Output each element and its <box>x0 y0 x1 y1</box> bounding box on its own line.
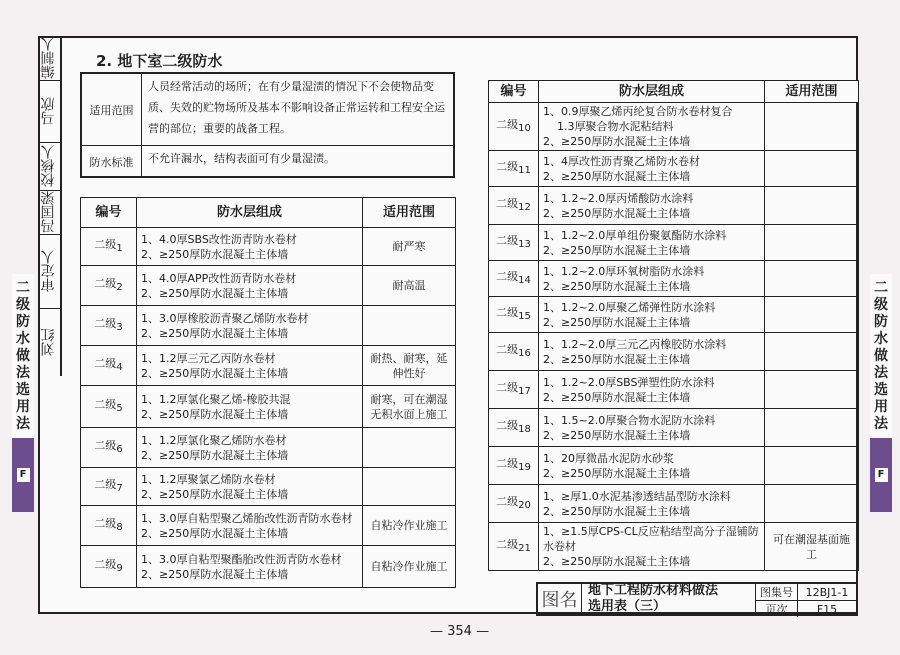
row-scope <box>363 428 456 468</box>
table-row <box>81 346 456 386</box>
row-scope <box>765 187 859 225</box>
row-code-sub: 2 <box>116 282 123 293</box>
atlas-key: 图集号 <box>756 584 798 600</box>
row-layers <box>539 447 765 485</box>
table-row <box>489 225 859 261</box>
side-tab-left <box>12 274 34 510</box>
table-row <box>81 306 456 346</box>
row-code-text: 二级 <box>94 478 117 491</box>
side-tab-text: 二级防水做法选用法 <box>874 280 888 432</box>
row-code-text: 二级 <box>496 160 519 173</box>
row-scope: 耐热、耐寒，延伸性好 <box>363 346 456 386</box>
layer-line: 1、1.2厚氯化聚乙烯防水卷材 <box>141 433 287 447</box>
info-value: 人员经常活动的场所；在有少量湿渍的情况下不会使物品变质、失效的贮物场所及基本不影响设备正常运转和工程安全运营的部位；重要的战备工程。 <box>148 80 445 135</box>
personnel-name: 马欣 <box>38 80 60 142</box>
row-layers <box>539 485 765 523</box>
layer-line: 1、1.2~2.0厚环氧树脂防水涂料 <box>543 264 705 278</box>
row-code <box>81 428 137 468</box>
row-code-text: 二级 <box>94 398 117 411</box>
row-code-sub: 3 <box>116 322 123 333</box>
left-layers-table <box>80 197 456 588</box>
header-layers: 防水层组成 <box>137 198 363 228</box>
personnel-name: 刘红 <box>38 308 60 376</box>
personnel-title: 编制人 <box>38 36 60 80</box>
personnel-name: 冯国梁 <box>38 190 60 234</box>
row-code-text: 二级 <box>94 277 117 290</box>
table-row <box>489 447 859 485</box>
row-scope <box>765 371 859 409</box>
layer-line: 1、≥1.5厚CPS-CL反应粘结型高分子湿铺防水卷材 <box>543 525 759 553</box>
layer-line: 2、≥250厚防水混凝土主体墙 <box>141 567 289 581</box>
layer-line: 2、≥250厚防水混凝土主体墙 <box>543 169 691 183</box>
row-code-text: 二级 <box>496 118 519 131</box>
row-code-text: 二级 <box>496 197 519 210</box>
table-row <box>81 386 456 428</box>
row-code-sub: 18 <box>518 424 531 435</box>
layer-line: 1.3厚聚合物水泥粘结料 <box>557 120 674 133</box>
row-layers <box>539 333 765 371</box>
table-row <box>81 546 456 588</box>
layer-line: 2、≥250厚防水混凝土主体墙 <box>141 366 289 380</box>
layer-line: 2、≥250厚防水混凝土主体墙 <box>543 428 691 442</box>
table-row <box>81 506 456 546</box>
row-scope <box>363 468 456 506</box>
page-number: — 354 — <box>430 624 490 639</box>
row-code-sub: 8 <box>116 522 123 533</box>
row-code <box>489 409 539 447</box>
row-code <box>81 386 137 428</box>
row-scope <box>765 261 859 297</box>
row-scope <box>765 151 859 187</box>
row-layers <box>137 228 363 266</box>
layer-line: 1、1.2厚氯化聚乙烯-橡胶共混 <box>141 392 291 406</box>
row-code-text: 二级 <box>94 558 117 571</box>
row-layers <box>137 386 363 428</box>
row-code-text: 二级 <box>496 270 519 283</box>
row-code-text: 二级 <box>94 238 117 251</box>
row-code-sub: 6 <box>116 444 123 455</box>
header-scope: 适用范围 <box>765 81 859 103</box>
layer-line: 1、≥厚1.0水泥基渗透结晶型防水涂料 <box>543 489 731 503</box>
row-layers <box>539 225 765 261</box>
row-code-sub: 10 <box>518 123 531 134</box>
layer-line: 1、1.2厚聚氯乙烯防水卷材 <box>141 472 276 486</box>
layer-line: 1、1.2~2.0厚SBS弹塑性防水涂料 <box>543 375 715 389</box>
table-row <box>489 103 859 151</box>
title-block-label: 图名 <box>538 584 582 614</box>
layer-line: 2、≥250厚防水混凝土主体墙 <box>141 526 289 540</box>
layer-line: 2、≥250厚防水混凝土主体墙 <box>543 243 691 257</box>
table-row <box>489 297 859 333</box>
header-layers: 防水层组成 <box>539 81 765 103</box>
row-code-text: 二级 <box>496 495 519 508</box>
row-code <box>489 225 539 261</box>
row-code-text: 二级 <box>496 381 519 394</box>
row-code-text: 二级 <box>94 357 117 370</box>
row-layers <box>137 306 363 346</box>
side-tab-letter: F <box>12 438 34 512</box>
layer-line: 2、≥250厚防水混凝土主体墙 <box>141 286 289 300</box>
side-tab-letter: F <box>870 438 892 512</box>
layer-line: 1、3.0厚自粘型聚酯胎改性沥青防水卷材 <box>141 552 342 566</box>
table-row <box>489 371 859 409</box>
row-scope: 耐高温 <box>363 266 456 306</box>
row-code-sub: 7 <box>116 483 123 494</box>
personnel-title: 审定人 <box>38 234 60 308</box>
layer-line: 2、≥250厚防水混凝土主体墙 <box>543 555 691 568</box>
drawing-name-line1: 地下工程防水材料做法 <box>588 583 719 598</box>
row-layers <box>137 346 363 386</box>
row-scope <box>765 103 859 151</box>
row-layers <box>539 151 765 187</box>
row-code <box>489 151 539 187</box>
layer-line: 2、≥250厚防水混凝土主体墙 <box>141 448 289 462</box>
layer-line: 1、1.2~2.0厚丙烯酸防水涂料 <box>543 191 694 205</box>
row-code-sub: 5 <box>116 403 123 414</box>
row-code-text: 二级 <box>94 439 117 452</box>
header-code: 编号 <box>81 198 137 228</box>
row-code-sub: 1 <box>116 243 123 254</box>
layer-line: 2、≥250厚防水混凝土主体墙 <box>141 247 289 261</box>
row-layers <box>539 371 765 409</box>
layer-line: 2、≥250厚防水混凝土主体墙 <box>543 206 691 220</box>
right-layers-table <box>488 80 859 571</box>
info-row-standard <box>82 146 453 178</box>
table-row <box>81 428 456 468</box>
row-layers <box>539 523 765 571</box>
layer-line: 2、≥250厚防水混凝土主体墙 <box>543 315 691 329</box>
table-row <box>81 228 456 266</box>
row-code-text: 二级 <box>94 517 117 530</box>
row-code <box>489 485 539 523</box>
layer-line: 2、≥250厚防水混凝土主体墙 <box>543 352 691 366</box>
row-code <box>81 266 137 306</box>
layer-line: 1、4.0厚APP改性沥青防水卷材 <box>141 271 297 285</box>
row-code-text: 二级 <box>496 306 519 319</box>
row-scope: 耐严寒 <box>363 228 456 266</box>
row-scope <box>765 297 859 333</box>
layer-line: 2、≥250厚防水混凝土主体墙 <box>543 504 691 518</box>
layer-line: 2、≥250厚防水混凝土主体墙 <box>543 135 691 148</box>
row-scope: 自粘冷作业施工 <box>363 506 456 546</box>
row-code-text: 二级 <box>496 343 519 356</box>
row-layers <box>137 546 363 588</box>
side-tab-text: 二级防水做法选用法 <box>16 280 30 432</box>
table-row <box>489 485 859 523</box>
row-layers <box>137 428 363 468</box>
row-layers <box>539 187 765 225</box>
row-layers <box>539 297 765 333</box>
row-scope <box>765 409 859 447</box>
row-code-text: 二级 <box>496 234 519 247</box>
table-row <box>489 151 859 187</box>
row-code-sub: 16 <box>518 348 531 359</box>
row-scope <box>765 447 859 485</box>
row-code <box>489 523 539 571</box>
row-code <box>81 546 137 588</box>
page-value: F15 <box>816 602 838 616</box>
row-layers <box>137 266 363 306</box>
section-title: 2. 地下室二级防水 <box>96 52 223 70</box>
info-row-scope <box>82 74 453 146</box>
row-code <box>489 371 539 409</box>
row-code <box>81 346 137 386</box>
row-layers <box>137 506 363 546</box>
table-row <box>489 261 859 297</box>
layer-line: 2、≥250厚防水混凝土主体墙 <box>543 390 691 404</box>
personnel-title: 校核人 <box>38 142 60 190</box>
row-code-sub: 21 <box>518 543 531 554</box>
title-block <box>536 582 858 616</box>
row-code <box>81 306 137 346</box>
layer-line: 1、4厚改性沥青聚乙烯防水卷材 <box>543 154 700 168</box>
row-layers <box>539 103 765 151</box>
side-tab-right <box>870 274 892 510</box>
row-code <box>489 261 539 297</box>
row-scope: 自粘冷作业施工 <box>363 546 456 588</box>
table-row <box>81 266 456 306</box>
row-code-sub: 13 <box>518 239 531 250</box>
row-code <box>81 468 137 506</box>
row-code <box>81 506 137 546</box>
title-block-grid <box>756 584 856 614</box>
row-layers <box>539 409 765 447</box>
row-code-text: 二级 <box>496 419 519 432</box>
layer-line: 2、≥250厚防水混凝土主体墙 <box>543 466 691 480</box>
table-row <box>489 187 859 225</box>
drawing-name <box>582 584 756 614</box>
layer-line: 1、4.0厚SBS改性沥青防水卷材 <box>141 232 297 246</box>
row-code-sub: 19 <box>518 462 531 473</box>
personnel-column <box>38 36 62 376</box>
row-code-sub: 9 <box>116 563 123 574</box>
drawing-name-line2: 选用表（三） <box>588 599 667 614</box>
atlas-value: 12BJ1-1 <box>805 585 849 599</box>
layer-line: 2、≥250厚防水混凝土主体墙 <box>543 279 691 293</box>
layer-line: 1、1.2~2.0厚单组份聚氨酯防水涂料 <box>543 228 727 242</box>
row-code-sub: 17 <box>518 386 531 397</box>
row-scope <box>765 333 859 371</box>
row-code-sub: 15 <box>518 311 531 322</box>
layer-line: 2、≥250厚防水混凝土主体墙 <box>141 326 289 340</box>
row-scope <box>765 225 859 261</box>
row-code-sub: 11 <box>518 165 531 176</box>
layer-line: 1、3.0厚自粘型聚乙烯胎改性沥青防水卷材 <box>141 511 353 525</box>
info-value: 不允许漏水，结构表面可有少量湿渍。 <box>148 152 335 165</box>
layer-line: 1、20厚微晶水泥防水砂浆 <box>543 451 674 465</box>
row-code <box>489 297 539 333</box>
row-code-sub: 4 <box>116 362 123 373</box>
row-code <box>81 228 137 266</box>
row-code-text: 二级 <box>94 317 117 330</box>
page-key: 页次 <box>756 601 798 617</box>
row-code-sub: 14 <box>518 275 531 286</box>
row-scope <box>765 485 859 523</box>
row-code-text: 二级 <box>496 538 519 551</box>
table-row <box>489 409 859 447</box>
layer-line: 1、3.0厚橡胶沥青聚乙烯防水卷材 <box>141 311 309 325</box>
table-row <box>489 523 859 571</box>
layer-line: 2、≥250厚防水混凝土主体墙 <box>141 407 289 421</box>
table-row <box>81 468 456 506</box>
layer-line: 1、1.2厚三元乙丙防水卷材 <box>141 351 276 365</box>
grade-info-table <box>80 72 455 178</box>
row-scope: 可在潮湿基面施工 <box>765 523 859 571</box>
row-code <box>489 187 539 225</box>
layer-line: 1、1.5~2.0厚聚合物水泥防水涂料 <box>543 413 716 427</box>
info-key: 适用范围 <box>82 74 142 145</box>
row-layers <box>539 261 765 297</box>
row-scope: 耐寒，可在潮湿无积水面上施工 <box>363 386 456 428</box>
row-layers <box>137 468 363 506</box>
row-code <box>489 447 539 485</box>
table-row <box>489 333 859 371</box>
row-code-sub: 20 <box>518 500 531 511</box>
layer-line: 1、1.2~2.0厚三元乙丙橡胶防水涂料 <box>543 337 727 351</box>
row-scope <box>363 306 456 346</box>
header-scope: 适用范围 <box>363 198 456 228</box>
row-code <box>489 103 539 151</box>
info-key: 防水标准 <box>82 146 142 178</box>
row-code-text: 二级 <box>496 457 519 470</box>
layer-line: 1、0.9厚聚乙烯丙纶复合防水卷材复合 <box>543 105 733 118</box>
layer-line: 1、1.2~2.0厚聚乙烯弹性防水涂料 <box>543 300 716 314</box>
row-code <box>489 333 539 371</box>
row-code-sub: 12 <box>518 202 531 213</box>
layer-line: 2、≥250厚防水混凝土主体墙 <box>141 487 289 501</box>
header-code: 编号 <box>489 81 539 103</box>
